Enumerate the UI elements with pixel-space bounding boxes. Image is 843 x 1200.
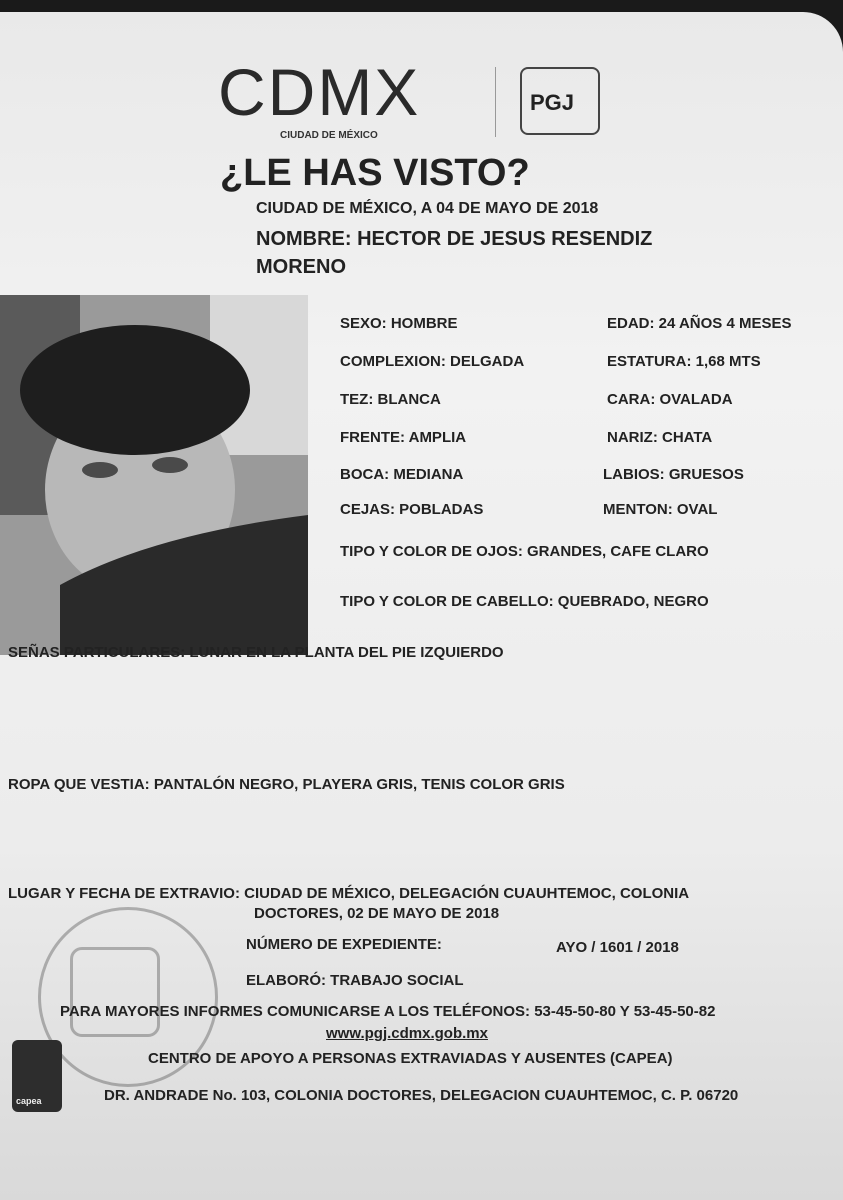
field-sexo: SEXO: HOMBRE	[340, 315, 458, 332]
field-tez: TEZ: BLANCA	[340, 391, 441, 408]
ropa-que-vestia: ROPA QUE VESTIA: PANTALÓN NEGRO, PLAYERA GRIS, TENIS COLOR GRIS	[8, 776, 565, 793]
name-line-2: MORENO	[256, 256, 346, 278]
field-cejas: CEJAS: POBLADAS	[340, 501, 484, 518]
field-menton: MENTON: OVAL	[603, 501, 718, 518]
pgj-logo: PGJ	[530, 90, 575, 115]
field-boca: BOCA: MEDIANA	[340, 466, 464, 483]
seal-emblem	[70, 947, 160, 1037]
field-ojos: TIPO Y COLOR DE OJOS: GRANDES, CAFE CLARO	[340, 543, 709, 560]
date-line: CIUDAD DE MÉXICO, A 04 DE MAYO DE 2018	[256, 200, 599, 217]
field-complexion: COMPLEXION: DELGADA	[340, 353, 525, 370]
field-cara: CARA: OVALADA	[607, 391, 733, 408]
senas-particulares: SEÑAS PARTICULARES: LUNAR EN LA PLANTA DEL PIE IZQUIERDO	[8, 644, 504, 661]
website-link[interactable]: www.pgj.cdmx.gob.mx	[326, 1025, 488, 1042]
field-labios: LABIOS: GRUESOS	[603, 466, 744, 483]
elaboro: ELABORÓ: TRABAJO SOCIAL	[246, 972, 464, 989]
logo-divider	[495, 67, 496, 137]
expediente-label: NÚMERO DE EXPEDIENTE:	[246, 936, 442, 953]
expediente-value: AYO / 1601 / 2018	[556, 939, 679, 956]
field-edad: EDAD: 24 AÑOS 4 MESES	[607, 315, 792, 332]
centro-capea: CENTRO DE APOYO A PERSONAS EXTRAVIADAS Y AUSENTES (CAPEA)	[148, 1050, 673, 1067]
field-cabello: TIPO Y COLOR DE CABELLO: QUEBRADO, NEGRO	[340, 593, 709, 610]
missing-person-photo	[0, 295, 308, 655]
page-title: ¿LE HAS VISTO?	[220, 152, 530, 194]
cdmx-logo: CDMX	[218, 55, 421, 129]
flyer-paper	[0, 12, 843, 1200]
field-frente: FRENTE: AMPLIA	[340, 429, 467, 446]
contact-phones: PARA MAYORES INFORMES COMUNICARSE A LOS TELÉFONOS: 53-45-50-80 Y 53-45-50-82	[60, 1003, 716, 1020]
address: DR. ANDRADE No. 103, COLONIA DOCTORES, DELEGACION CUAUHTEMOC, C. P. 06720	[104, 1087, 739, 1104]
name-line-1: NOMBRE: HECTOR DE JESUS RESENDIZ	[256, 228, 653, 250]
cdmx-logo-subtitle: CIUDAD DE MÉXICO	[280, 130, 378, 141]
field-estatura: ESTATURA: 1,68 MTS	[607, 353, 761, 370]
capea-logo-label: capea	[16, 1096, 42, 1106]
lugar-fecha-line-1: LUGAR Y FECHA DE EXTRAVIO: CIUDAD DE MÉXICO, DELEGACIÓN CUAUHTEMOC, COLONIA	[8, 885, 690, 902]
lugar-fecha-line-2: DOCTORES, 02 DE MAYO DE 2018	[254, 905, 500, 922]
field-nariz: NARIZ: CHATA	[607, 429, 713, 446]
